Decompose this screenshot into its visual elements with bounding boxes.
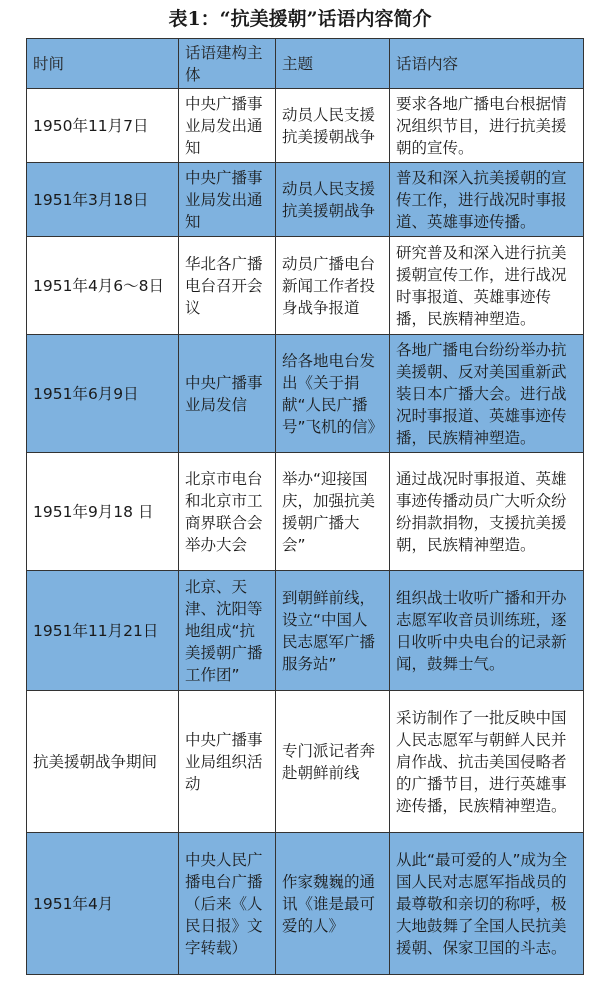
cell-time: 1951年9月18 日 [27,453,179,571]
table-row [27,237,584,335]
header-subject: 话语建构主体 [179,39,276,89]
table-row [27,833,584,975]
cell-theme: 作家魏巍的通讯《谁是最可爱的人》 [276,833,390,975]
table-row [27,163,584,237]
cell-content: 研究普及和深入进行抗美援朝宣传工作，进行战况时事报道、英雄事迹传播，民族精神塑造。 [390,237,584,335]
cell-theme: 动员人民支援抗美援朝战争 [276,89,390,163]
cell-time: 1950年11月7日 [27,89,179,163]
cell-subject: 中央广播事业局发出通知 [179,163,276,237]
cell-content: 通过战况时事报道、英雄事迹传播动员广大听众纷纷捐款捐物，支援抗美援朝，民族精神塑造。 [390,453,584,571]
cell-time: 1951年4月6～8日 [27,237,179,335]
cell-content: 普及和深入抗美援朝的宣传工作，进行战况时事报道、英雄事迹传播。 [390,163,584,237]
cell-time: 1951年3月18日 [27,163,179,237]
cell-time: 抗美援朝战争期间 [27,691,179,833]
cell-subject: 北京市电台和北京市工商界联合会举办大会 [179,453,276,571]
table-row [27,335,584,453]
cell-subject: 华北各广播电台召开会议 [179,237,276,335]
cell-theme: 专门派记者奔赴朝鲜前线 [276,691,390,833]
cell-subject: 中央广播事业局发出通知 [179,89,276,163]
cell-time: 1951年6月9日 [27,335,179,453]
cell-theme: 到朝鲜前线，设立“中国人民志愿军广播服务站” [276,571,390,691]
table-header-row [27,39,584,89]
cell-subject: 中央广播事业局组织活动 [179,691,276,833]
cell-theme: 动员广播电台新闻工作者投身战争报道 [276,237,390,335]
table-row [27,89,584,163]
cell-content: 组织战士收听广播和开办志愿军收音员训练班，逐日收听中央电台的记录新闻，鼓舞士气。 [390,571,584,691]
header-theme: 主题 [276,39,390,89]
table-row [27,453,584,571]
discourse-table [26,38,584,975]
table-row [27,571,584,691]
cell-time: 1951年4月 [27,833,179,975]
cell-subject: 北京、天津、沈阳等地组成“抗美援朝广播工作团” [179,571,276,691]
cell-subject: 中央广播事业局发信 [179,335,276,453]
cell-time: 1951年11月21日 [27,571,179,691]
cell-content: 采访制作了一批反映中国人民志愿军与朝鲜人民并肩作战、抗击美国侵略者的广播节目，进行英雄事迹传播，民族精神塑造。 [390,691,584,833]
cell-theme: 给各地电台发出《关于捐献“人民广播号”飞机的信》 [276,335,390,453]
cell-theme: 举办“迎接国庆，加强抗美援朝广播大会” [276,453,390,571]
cell-content: 要求各地广播电台根据情况组织节目，进行抗美援朝的宣传。 [390,89,584,163]
cell-theme: 动员人民支援抗美援朝战争 [276,163,390,237]
cell-content: 各地广播电台纷纷举办抗美援朝、反对美国重新武装日本广播大会。进行战况时事报道、英雄事迹传播，民族精神塑造。 [390,335,584,453]
cell-content: 从此“最可爱的人”成为全国人民对志愿军指战员的最尊敬和亲切的称呼，极大地鼓舞了全国人民抗美援朝、保家卫国的斗志。 [390,833,584,975]
cell-subject: 中央人民广播电台广播（后来《人民日报》文字转载） [179,833,276,975]
table-row [27,691,584,833]
table-title: 表1：“抗美援朝”话语内容简介 [168,8,432,30]
header-content: 话语内容 [390,39,584,89]
header-time: 时间 [27,39,179,89]
